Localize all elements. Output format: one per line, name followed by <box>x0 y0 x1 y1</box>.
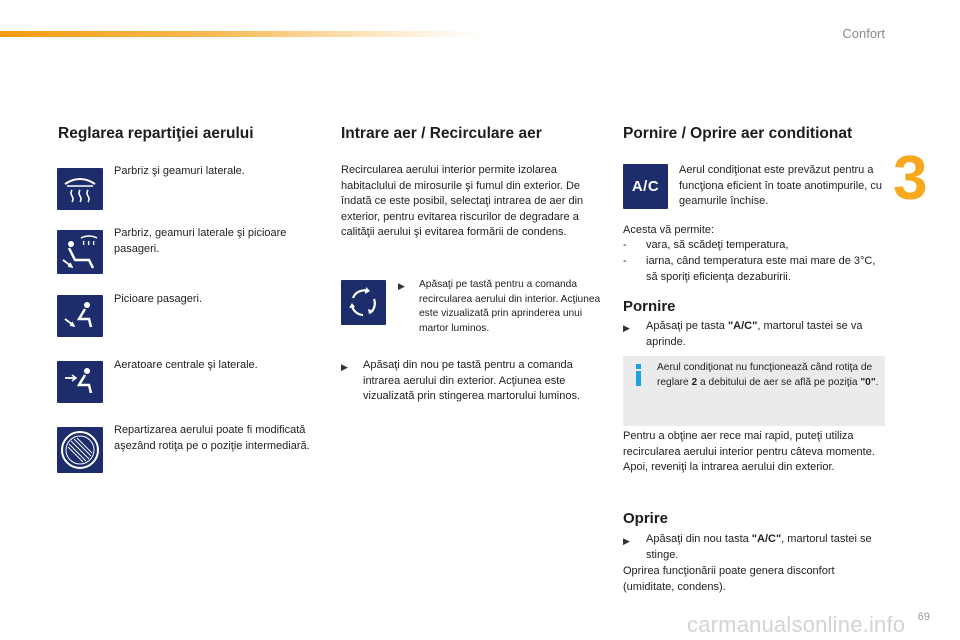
recirculation-step-2: Apăsaţi din nou pe tastă pentru a comanda intrarea aerului din exterior. Acţiunea este vizualizată prin stingerea martorului luminos. <box>363 359 581 402</box>
bullet-icon: ▶ <box>341 362 348 372</box>
distribution-dial-text: Repartizarea aerului poate fi modificată aşezând rotiţa pe o poziţie intermediară. <box>114 424 310 452</box>
stop-note: Oprirea funcţionării poate genera disconfort (umiditate, condens). <box>623 565 835 593</box>
start-instruction: Apăsaţi pe tasta "A/C", martorul tastei se va aprinde. <box>646 320 863 348</box>
cold-air-tip: Pentru a obţine aer rece mai rapid, puteţi utiliza recircularea aerului interior pentru câteva momente. Apoi, reveniţi la intrarea aerului din exterior. <box>623 430 875 473</box>
dash-marker: - <box>623 239 627 251</box>
info-text: Aerul condiţionat nu funcţionează când rotiţa de reglare 2 a debitului de aer se află pe poziţia "0". <box>657 362 879 388</box>
recirculation-intro: Recircularea aerului interior permite izolarea habitaclului de mirosurile şi fumul din exterior. De îndată ce este posibil, selectaţi intrarea de aer din exterior, pentru evitarea riscurilor de degradare a calităţii aerului şi evitarea formării de condens. <box>341 164 584 238</box>
chapter-title: Confort <box>842 26 885 41</box>
watermark: carmanualsonline.info <box>687 612 906 637</box>
ac-allows-label: Acesta vă permite: <box>623 224 715 236</box>
allow-item-winter: iarna, când temperatura este mai mare de 3°C, să sporiţi eficienţa dezaburirii. <box>646 255 876 283</box>
allow-item-summer: vara, să scădeţi temperatura, <box>646 239 789 251</box>
windshield-defrost-icon <box>57 168 103 210</box>
stop-title: Oprire <box>623 510 669 527</box>
bullet-icon: ▶ <box>398 281 405 291</box>
header-accent-bar <box>0 31 480 37</box>
bullet-icon: ▶ <box>623 536 630 546</box>
recirculation-icon <box>341 280 386 325</box>
recirculation-step-1: Apăsaţi pe tastă pentru a comanda recircularea aerului din interior. Acţiunea este vizualizată prin aprinderea unui martor luminos. <box>419 279 601 334</box>
ac-button-label: A/C <box>631 178 660 195</box>
face-vents-text: Aeratoare centrale şi laterale. <box>114 359 258 371</box>
distribution-dial-icon <box>57 427 103 473</box>
stop-instruction: Apăsaţi din nou tasta "A/C", martorul tastei se stinge. <box>646 533 872 561</box>
start-title: Pornire <box>623 298 676 315</box>
ac-title: Pornire / Oprire aer conditionat <box>623 125 853 142</box>
air-distribution-title: Reglarea repartiţiei aerului <box>58 125 254 142</box>
bullet-icon: ▶ <box>623 323 630 333</box>
chapter-number: 3 <box>893 144 928 213</box>
windshield-feet-icon <box>57 230 103 274</box>
ac-button-icon <box>623 164 668 209</box>
windshield-feet-text: Parbriz, geamuri laterale şi picioare pasageri. <box>114 227 287 255</box>
face-vents-icon <box>57 361 103 403</box>
ac-description: Aerul condiţionat este prevăzut pentru a funcţiona eficient în toate anotimpurile, cu geamurile închise. <box>679 164 883 207</box>
page-number: 69 <box>917 611 930 623</box>
feet-text: Picioare pasageri. <box>114 293 203 305</box>
dash-marker: - <box>623 255 627 267</box>
feet-airflow-icon <box>57 295 103 337</box>
info-icon <box>635 364 642 386</box>
windshield-side-text: Parbriz şi geamuri laterale. <box>114 165 245 177</box>
recirculation-title: Intrare aer / Recirculare aer <box>341 125 542 142</box>
